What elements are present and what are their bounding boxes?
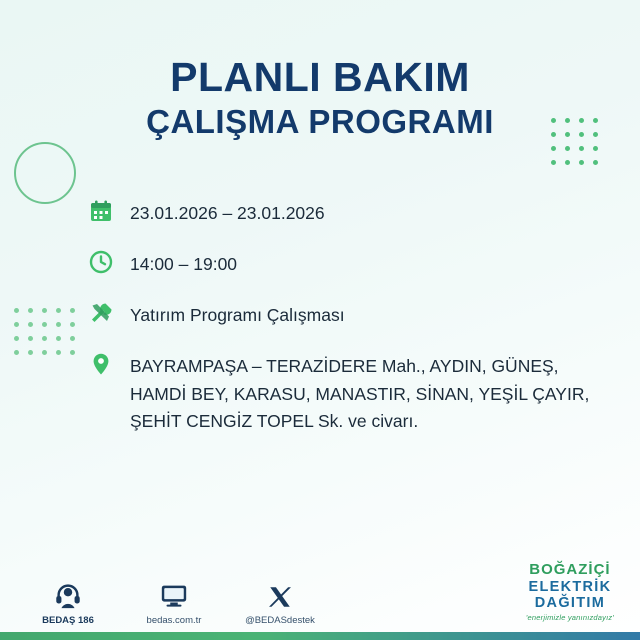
info-row-location	[84, 351, 600, 434]
info-row-date	[84, 198, 600, 227]
time-range-text: 14:00 – 19:00	[130, 254, 238, 275]
footer-item-call-center[interactable]	[28, 578, 108, 626]
monitor-icon	[134, 578, 214, 610]
x-logo-icon	[240, 578, 320, 610]
info-rows	[84, 198, 600, 457]
info-row-worktype	[84, 300, 600, 329]
tools-icon	[84, 300, 118, 325]
footer	[0, 548, 640, 640]
brand-line-2: ELEKTRİK	[528, 579, 612, 596]
page-title	[0, 56, 640, 141]
footer-item-social[interactable]	[240, 578, 320, 626]
decorative-dots-left	[14, 308, 75, 355]
headset-icon	[28, 578, 108, 610]
info-row-time	[84, 249, 600, 278]
title-main: PLANLI BAKIM	[170, 54, 470, 100]
brand-line-1: BOĞAZİÇİ	[529, 561, 611, 579]
footer-item-website[interactable]	[134, 578, 214, 626]
decorative-circle	[14, 142, 76, 204]
calendar-icon	[84, 198, 118, 223]
footer-label-call-center: BEDAŞ 186	[42, 615, 94, 626]
title-sub: ÇALIŞMA PROGRAMI	[146, 103, 494, 141]
brand-line-3: DAĞITIM	[534, 595, 606, 612]
footer-label-social: @BEDASdestek	[245, 615, 315, 626]
footer-contact-items	[28, 578, 320, 626]
worktype-text: Yatırım Programı Çalışması	[130, 305, 345, 326]
brand-slogan: 'enerjimizle yanınızdayız'	[525, 612, 614, 622]
location-pin-icon	[84, 351, 118, 376]
footer-label-website: bedas.com.tr	[146, 615, 202, 626]
location-text: BAYRAMPAŞA – TERAZİDERE Mah., AYDIN, GÜNEŞ, HAMDİ BEY, KARASU, MANASTIR, SİNAN, YEŞİL ÇAYIR, ŞEHİT CENGİZ TOPEL Sk. ve civarı.	[130, 356, 590, 431]
bottom-accent-bar	[0, 632, 640, 640]
brand-logo	[526, 562, 614, 622]
date-range-text: 23.01.2026 – 23.01.2026	[130, 203, 325, 223]
clock-icon	[84, 249, 118, 274]
